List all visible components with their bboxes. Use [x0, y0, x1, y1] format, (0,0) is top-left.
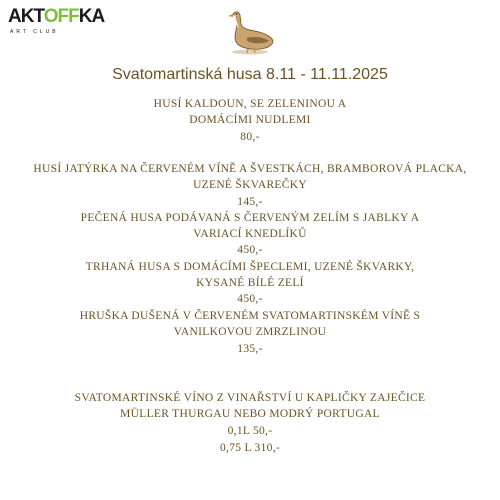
item-5-price: 135,- — [237, 343, 263, 355]
wine-line-1: SVATOMARTINSKÉ VÍNO Z VINAŘSTVÍ U KAPLIČKY ZAJEČICE — [74, 392, 426, 404]
item-4-line-1: TRHANÁ HUSA S DOMÁCÍMI ŠPECLEMI, UZENÉ ŠKVARKY, — [85, 261, 415, 273]
item-2-price: 145,- — [237, 196, 263, 208]
item-4-price: 450,- — [237, 293, 263, 305]
logo-wordmark — [8, 6, 104, 28]
aktoffka-logo — [8, 6, 105, 40]
logo-subtitle: ART CLUB — [10, 29, 59, 35]
item-2-line-2: UZENÉ ŠKVAREČKY — [193, 179, 307, 191]
goose-icon — [223, 8, 279, 56]
logo-text-c: KA — [78, 6, 105, 27]
item-5-line-2: VANILKOVOU ZMRZLINOU — [173, 326, 327, 338]
page-title: Svatomartinská husa 8.11 - 11.11.2025 — [112, 66, 388, 83]
item-5-line-1: HRUŠKA DUŠENÁ V ČERVENÉM SVATOMARTINSKÉM VÍNĚ S — [79, 310, 421, 322]
item-2-line-1: HUSÍ JATÝRKA NA ČERVENÉM VÍNĚ A ŠVESTKÁCH, BRAMBOROVÁ PLACKA, — [33, 163, 467, 175]
wine-price-small: 0,1L 50,- — [227, 425, 273, 437]
item-3-line-1: PEČENÁ HUSA PODÁVANÁ S ČERVENÝM ZELÍM S JABLKY A — [80, 212, 420, 224]
logo-text-b: OFF — [43, 6, 79, 27]
item-4-line-2: KYSANÉ BÍLÉ ZELÍ — [196, 277, 304, 289]
wine-price-bottle: 0,75 L 310,- — [219, 442, 281, 454]
wine-line-2: MÜLLER THURGAU NEBO MODRÝ PORTUGAL — [120, 408, 380, 420]
item-1-line-1: HUSÍ KALDOUN, SE ZELENINOU A — [153, 98, 347, 110]
item-1-line-2: DOMÁCÍMI NUDLEMI — [189, 114, 311, 126]
item-3-line-2: VARIACÍ KNEDLÍKŮ — [193, 228, 307, 240]
logo-text-a: AKT — [8, 6, 44, 27]
item-1-price: 80,- — [240, 131, 260, 143]
item-3-price: 450,- — [237, 244, 263, 256]
